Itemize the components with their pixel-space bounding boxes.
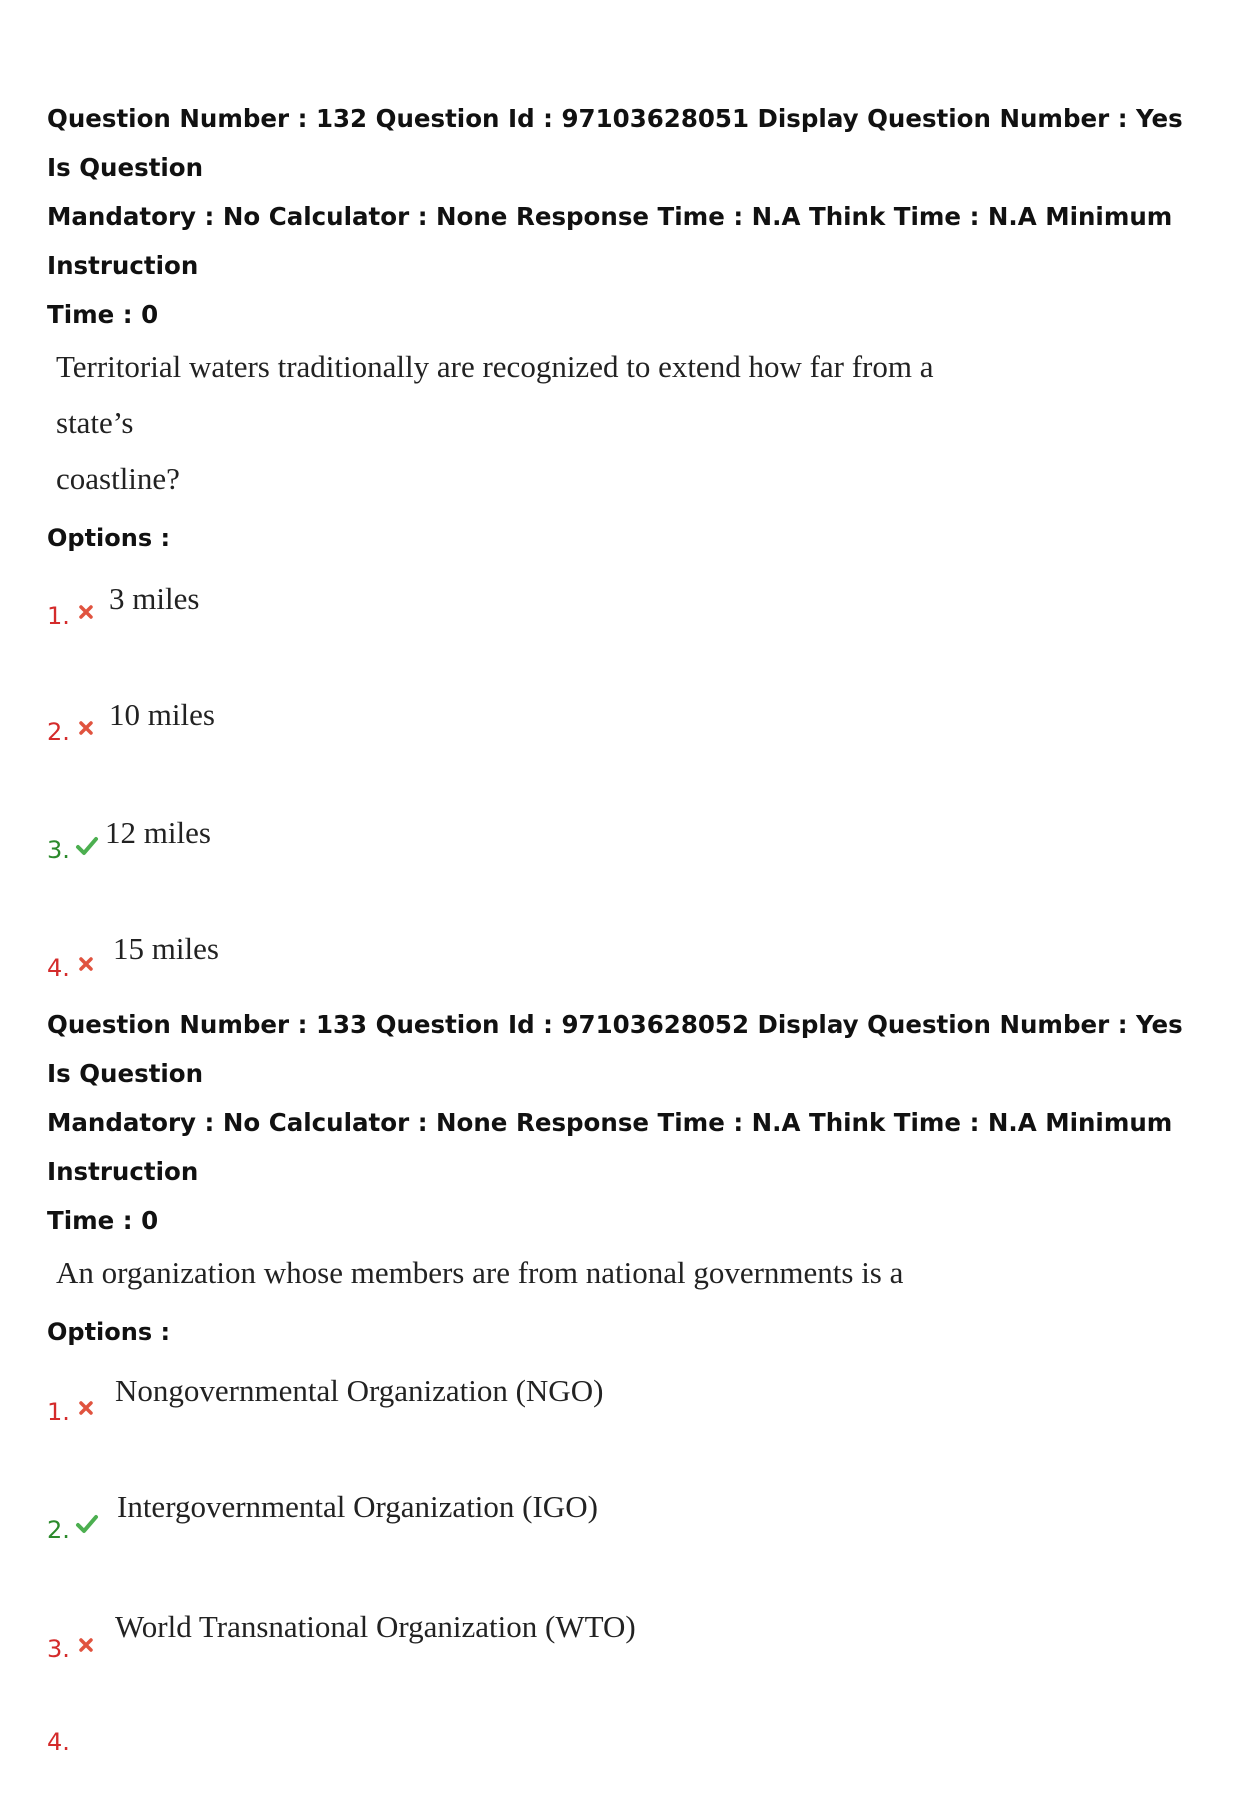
question-meta-line-2: Mandatory : No Calculator : None Response Time : N.A Think Time : N.A Minimum Instruction: [47, 202, 1173, 280]
question-meta: [47, 94, 1207, 339]
option-text: 10 miles: [109, 697, 215, 732]
question-meta-line-3: Time : 0: [47, 1206, 159, 1235]
option-number: 4.: [47, 954, 70, 982]
option-number: 4.: [47, 1728, 70, 1756]
options-label: Options :: [47, 524, 171, 552]
question-text-line-1: An organization whose members are from national governments is a: [56, 1255, 904, 1290]
question-meta-line-1: Question Number : 133 Question Id : 97103628052 Display Question Number : Yes Is Question: [47, 1010, 1183, 1088]
option-item: [47, 1609, 1207, 1743]
option-item: [47, 1359, 1207, 1495]
cross-icon: [77, 955, 95, 977]
option-item: [47, 1728, 1207, 1803]
option-number: 1.: [47, 1398, 70, 1426]
option-text: 15 miles: [113, 931, 219, 966]
options-list: [47, 1359, 1207, 1803]
option-number: 3.: [47, 836, 70, 864]
question-meta: [47, 1000, 1207, 1245]
option-number: 3.: [47, 1635, 70, 1663]
option-text: World Transnational Organization (WTO): [115, 1609, 636, 1644]
option-text: 3 miles: [109, 581, 200, 616]
cross-icon: [77, 1636, 95, 1658]
question-meta-line-2: Mandatory : No Calculator : None Response Time : N.A Think Time : N.A Minimum Instruction: [47, 1108, 1173, 1186]
option-item: [47, 697, 1207, 825]
option-text: 12 miles: [105, 815, 211, 850]
option-number: 2.: [47, 1516, 70, 1544]
check-icon: [75, 1513, 99, 1539]
question-text: [56, 339, 956, 507]
question-block: [47, 1000, 1207, 1803]
option-item: [47, 815, 1207, 953]
question-text: [56, 1245, 956, 1301]
cross-icon: [77, 719, 95, 741]
check-icon: [75, 835, 99, 861]
option-text: Intergovernmental Organization (IGO): [117, 1489, 598, 1524]
question-text-line-1: Territorial waters traditionally are recognized to extend how far from a state’s: [56, 349, 934, 440]
cross-icon: [77, 1399, 95, 1421]
option-item: [47, 569, 1207, 697]
cross-icon: [77, 603, 95, 625]
question-text-line-2: coastline?: [56, 461, 180, 496]
option-number: 2.: [47, 718, 70, 746]
question-meta-line-3: Time : 0: [47, 300, 159, 329]
options-label: Options :: [47, 1318, 171, 1346]
option-number: 1.: [47, 602, 70, 630]
question-block: [47, 94, 1207, 1081]
option-text: Nongovernmental Organization (NGO): [115, 1373, 604, 1408]
option-item: [47, 1489, 1207, 1619]
question-meta-line-1: Question Number : 132 Question Id : 97103628051 Display Question Number : Yes Is Question: [47, 104, 1183, 182]
